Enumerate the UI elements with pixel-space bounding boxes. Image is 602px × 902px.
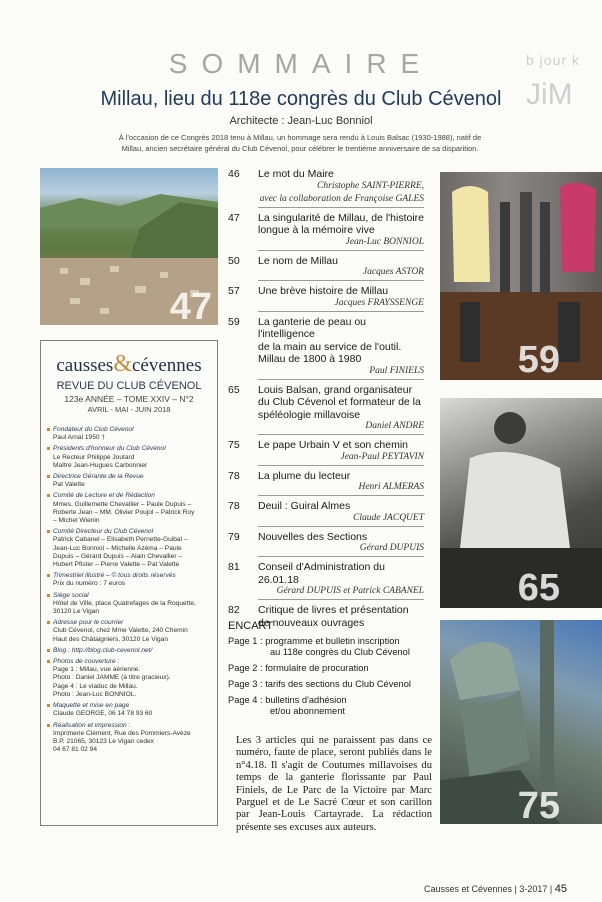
table-of-contents	[228, 168, 424, 633]
masthead-item-heading: Fondateur du Club Cévenol	[53, 426, 134, 433]
toc-page-number: 59	[228, 315, 240, 328]
masthead-item-line: Page 1 : Millau, vue aérienne.	[53, 666, 141, 674]
bullet-icon	[47, 475, 50, 478]
encart-item	[228, 695, 438, 717]
toc-article-title: Louis Balsan, grand organisateur	[258, 383, 413, 396]
bullet-icon	[47, 574, 50, 577]
masthead-item-line: 30120 Le Vigan	[53, 608, 100, 616]
masthead-item-heading: Blog : http://blog.club-cevenol.net/	[53, 646, 153, 654]
masthead-item	[47, 572, 211, 588]
toc-article-title: de nouveaux ouvrages	[258, 616, 365, 629]
toc-article-title: Nouvelles des Sections	[258, 530, 368, 543]
masthead-item	[47, 702, 211, 718]
toc-article-title: Le pape Urbain V et son chemin	[258, 439, 409, 451]
toc-article-title: du Club Cévenol et formateur de la	[258, 396, 421, 408]
masthead-item-line: Patrick Cabanel – Elisabeth Pernette-Guibal –	[53, 536, 188, 544]
toc-author: Claude JACQUET	[258, 513, 424, 527]
masthead-item-line: Page 4 : Le viaduc de Millau.	[53, 682, 138, 690]
toc-author: Henri ALMERAS	[258, 482, 424, 496]
page-title: SOMMAIRE	[168, 48, 434, 79]
bullet-icon	[47, 447, 50, 450]
masthead-item-heading: Comité Directeur du Club Cévenol	[53, 528, 154, 536]
masthead-item-heading: Siège social	[53, 591, 89, 599]
masthead-box	[40, 340, 218, 826]
masthead-item-line: Paul Arnal 1950 †	[53, 434, 106, 442]
toc-page-number: 81	[228, 561, 240, 573]
masthead-item-line: Claude GEORGE, 06 14 78 93 60	[53, 710, 153, 718]
masthead-item	[47, 722, 211, 755]
encart-item-line: Page 4 : bulletins d'adhésion	[228, 695, 347, 705]
encart-item	[228, 636, 438, 658]
toc-article-title: de la main au service de l'outil.	[258, 340, 402, 353]
toc-article-title: Deuil : Guiral Almes	[258, 500, 351, 512]
photo-pope-statue	[440, 620, 602, 824]
intro-paragraph: À l'occasion de ce Congrès 2018 tenu à Millau, un hommage sera rendu à Louis Balsac (1930-1988), natif de Millau, ancien secrétaire général du Club Cévenol, pour célébrer le trentième anniversaire de sa disparition.	[118, 133, 482, 153]
masthead-item-heading: Réalisation et impression :	[53, 721, 131, 729]
encart-item-line: et/ou abonnement	[270, 706, 345, 716]
bullet-icon	[47, 428, 50, 431]
masthead-item	[47, 445, 211, 470]
masthead-item-heading: Adresse pour le courrier	[53, 619, 124, 627]
bullet-icon	[47, 704, 50, 707]
architect-credit: Architecte : Jean-Luc Bonniol	[229, 115, 373, 127]
toc-entry	[228, 212, 424, 251]
photo-page-number: 65	[517, 567, 560, 608]
bullet-icon	[47, 660, 50, 663]
bullet-icon	[47, 724, 50, 727]
toc-entry	[228, 384, 424, 436]
toc-author: Christophe SAINT-PIERRE,	[317, 180, 424, 191]
masthead-item-heading: Comité de Lecture et de Rédaction	[53, 492, 155, 500]
encart-title: ENCART	[228, 620, 274, 632]
toc-article-title: La ganterie de peau ou l'intelligence	[258, 315, 367, 340]
toc-article-title: La singularité de Millau, de l'histoire	[258, 211, 425, 224]
encart-item-line: Page 2 : formulaire de procuration	[228, 663, 369, 673]
encart-item	[228, 679, 438, 690]
toc-entry	[228, 561, 424, 600]
toc-page-number: 82	[228, 604, 240, 616]
encart-list	[228, 636, 438, 717]
toc-article-title: longue à la mémoire vive	[258, 224, 375, 236]
masthead-item-line: – Michel Wienin	[53, 517, 100, 525]
toc-entry	[228, 285, 424, 312]
toc-article-title: Critique de livres et présentation	[258, 604, 409, 616]
toc-entry	[228, 255, 424, 282]
masthead-item-line: Roberte Jean – MM. Olivier Poujol – Patrick Roy	[53, 508, 195, 516]
masthead-item	[47, 528, 211, 569]
toc-author: Jacques ASTOR	[258, 267, 424, 281]
headline-text: Millau, lieu du 118e congrès du Club Cévenol	[100, 88, 502, 110]
page-footer	[424, 883, 602, 895]
encart-item-line: Page 1 : programme et bulletin inscription	[228, 636, 400, 646]
masthead-item-line: Mmes. Guillemette Chevallier – Paule Dupuis –	[53, 500, 192, 508]
toc-page-number: 46	[228, 168, 240, 180]
bullet-icon	[47, 494, 50, 497]
masthead-item-heading: Trimestriel illustré – © tous droits réservés	[53, 572, 176, 580]
masthead-item-line: Dupuis – Gérard Dupuis – Alain Chevallier –	[53, 552, 183, 560]
masthead-item-heading: Présidents d'honneur du Club Cévenol	[53, 445, 166, 453]
masthead-list	[47, 426, 211, 754]
toc-entry	[228, 168, 424, 208]
masthead-item-line: Maître Jean-Hugues Carbonnier	[53, 461, 148, 469]
encart-section	[228, 620, 438, 722]
toc-author: Jean-Paul PEYTAVIN	[258, 452, 424, 466]
encart-item	[228, 663, 438, 674]
footer-text: Causses et Cévennes | 3-2017 |	[424, 884, 553, 894]
toc-page-number: 57	[228, 285, 240, 297]
masthead-item-heading: Photos de couverture :	[53, 658, 120, 666]
headline	[0, 88, 602, 111]
masthead-item	[47, 473, 211, 489]
masthead-item-line: Haut des Châtaigniers, 30120 Le Vigan	[53, 635, 168, 643]
photo-louis-balsan	[440, 398, 602, 608]
toc-page-number: 47	[228, 211, 240, 224]
encart-item-line: au 118e congrès du Club Cévenol	[270, 647, 410, 657]
photo-page-number: 47	[169, 286, 212, 325]
toc-page-number: 78	[228, 500, 240, 512]
masthead-item-line: Hôtel de Ville, place Quatrefages de la Roquette,	[53, 599, 196, 607]
masthead-item-heading: Directrice Gérante de la Revue	[53, 473, 144, 481]
masthead-item-line: Hubert Pfister – Pierre Valette – Pat Valette	[53, 561, 180, 569]
masthead-item-line: Photo : Daniel JAMME (à titre gracieux).	[53, 674, 171, 682]
revue-logo: causses&cévennes	[56, 351, 202, 377]
masthead-item-line: 04 67 81 02 94	[53, 746, 97, 754]
photo-millau-aerial	[40, 168, 218, 325]
toc-author: Daniel ANDRE	[258, 421, 424, 435]
masthead-item	[47, 592, 211, 617]
masthead-item-line: Club Cévenol, chez Mme Valette, 240 Chemin	[53, 627, 188, 635]
bullet-icon	[47, 649, 50, 652]
toc-page-number: 50	[228, 254, 240, 267]
toc-author: Paul FINIELS	[258, 366, 424, 380]
toc-article-title: Millau de 1800 à 1980	[258, 353, 362, 365]
revue-name: REVUE DU CLUB CÉVENOL	[56, 380, 202, 392]
encart-item-line: Page 3 : tarifs des sections du Club Cévenol	[228, 679, 411, 689]
masthead-item-heading: Maquette et mise en page	[53, 702, 130, 710]
masthead-item-line: B.P. 21065, 30123 Le Vigan cedex	[53, 737, 154, 745]
toc-entry	[228, 439, 424, 466]
bleed-through-text: b jour k JiM	[526, 52, 580, 111]
toc-page-number: 78	[228, 469, 240, 482]
toc-author: Gérard DUPUIS	[258, 543, 424, 557]
toc-article-title: Le mot du Maire	[258, 168, 334, 180]
masthead-item-line: Imprimerie Clément, Rue des Pommiers-Avèze	[53, 729, 191, 737]
masthead-item	[47, 426, 211, 442]
toc-entry	[228, 316, 424, 380]
toc-author: Jean-Luc BONNIOL	[258, 237, 424, 251]
toc-article-title: Conseil d'Administration du 26.01.18	[258, 561, 385, 586]
bullet-icon	[47, 621, 50, 624]
toc-article-title: Le nom de Millau	[258, 254, 338, 267]
masthead-item	[47, 658, 211, 699]
bullet-icon	[47, 594, 50, 597]
masthead-item-line: Prix du numéro : 7 euros	[53, 580, 126, 588]
masthead-item	[47, 492, 211, 525]
toc-article-title: La plume du lecteur	[258, 469, 351, 482]
toc-author: avec la collaboration de Françoise GALES	[258, 194, 424, 208]
bullet-icon	[47, 530, 50, 533]
toc-article-title: Une brève histoire de Millau	[258, 285, 389, 297]
toc-author: Jacques FRAYSSENGE	[258, 298, 424, 312]
toc-article-title: spéléologie millavoise	[258, 408, 361, 421]
photo-page-number: 59	[517, 339, 560, 380]
masthead-item-line: Le Recteur Philippe Joutard	[53, 453, 135, 461]
issue-volume: 123e ANNÉE – TOME XXIV – N°2	[64, 394, 194, 404]
toc-page-number: 75	[228, 439, 240, 451]
masthead-item-line: Jean-Luc Bonniol – Michelle Azéma – Paule	[53, 544, 182, 552]
issue-dates: AVRIL - MAI - JUIN 2018	[87, 405, 171, 414]
toc-entry	[228, 531, 424, 558]
editorial-note: Les 3 articles qui ne paraissent pas dans ce numéro, faute de place, seront publiés dans le n°4.18. Il s'agit de Coutumes millavoises du temps de la ganterie florissante par Paul Finiels, de Le Parc de la Victoire par Marc Parguel et de Le Sacré Cœur et son carillon par Jean-Louis Cartayrade. La rédaction présente ses excuses aux auteurs.	[236, 735, 432, 833]
masthead-item	[47, 619, 211, 644]
photo-page-number: 75	[517, 785, 560, 824]
page-number: 45	[554, 883, 568, 895]
photo-gloves	[440, 172, 602, 380]
toc-author: Gérard DUPUIS et Patrick CABANEL	[258, 586, 424, 600]
masthead-item	[47, 647, 211, 655]
masthead-item-line: Photo : Jean-Luc BONNIOL.	[53, 690, 137, 698]
toc-entry	[228, 500, 424, 527]
masthead-item-line: Pat Valette	[53, 481, 85, 489]
toc-entry	[228, 470, 424, 497]
toc-page-number: 79	[228, 530, 240, 543]
toc-page-number: 65	[228, 383, 240, 396]
